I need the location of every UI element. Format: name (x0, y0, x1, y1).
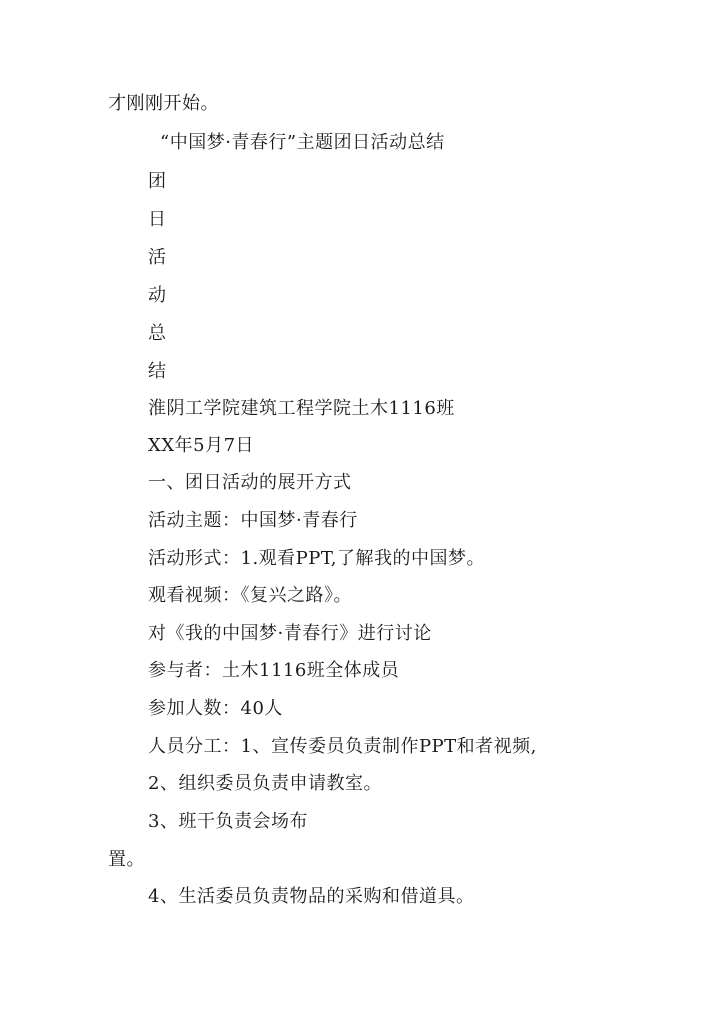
continuation-text: 才刚刚开始。 (108, 93, 219, 114)
document-title: “中国梦·青春行”主题团日活动总结 (160, 132, 445, 153)
division-item-2: 2、组织委员负责申请教室。 (148, 773, 382, 794)
division-item-4: 4、生活委员负责物品的采购和借道具。 (148, 886, 475, 907)
discussion-line: 对《我的中国梦·青春行》进行讨论 (148, 623, 432, 644)
vertical-char-2: 日 (148, 209, 167, 230)
activity-theme: 活动主题：中国梦·青春行 (148, 510, 358, 531)
division-item-3-continued: 置。 (108, 849, 145, 870)
vertical-char-6: 结 (148, 361, 167, 382)
vertical-char-3: 活 (148, 247, 167, 268)
division-item-1: 人员分工：1、宣传委员负责制作PPT和者视频, (148, 736, 537, 757)
activity-form: 活动形式：1.观看PPT,了解我的中国梦。 (148, 548, 485, 569)
organization-line: 淮阴工学院建筑工程学院土木1116班 (148, 398, 455, 419)
video-line: 观看视频：《复兴之路》。 (148, 585, 352, 606)
section-heading: 一、团日活动的展开方式 (148, 472, 352, 493)
vertical-char-5: 总 (148, 323, 167, 344)
vertical-char-4: 动 (148, 285, 167, 306)
division-item-3: 3、班干负责会场布 (148, 811, 308, 832)
date-line: XX年5月7日 (148, 435, 255, 456)
participant-count: 参加人数：40人 (148, 698, 283, 719)
vertical-char-1: 团 (148, 171, 167, 192)
participants-line: 参与者：土木1116班全体成员 (148, 660, 400, 681)
